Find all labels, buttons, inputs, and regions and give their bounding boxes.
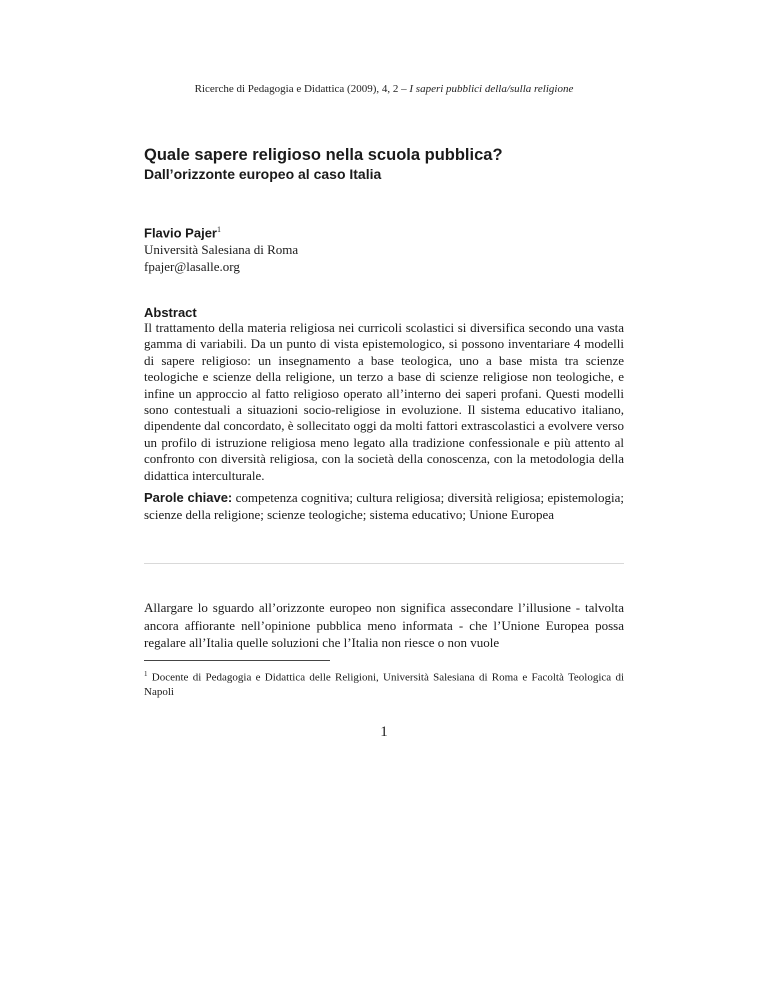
page-number: 1 [380,724,388,740]
running-header-title: Ricerche di Pedagogia e Didattica (2009), 4, 2 – [194,83,410,95]
footnote-divider [144,660,330,661]
keywords [144,490,624,523]
footnote [144,667,624,699]
abstract-text: Il trattamento della materia religiosa nei curricoli scolastici si diversifica secondo una vasta gamma di variabili. Da un punto di vista epistemologico, si possono inventariare 4 modelli di sapere religioso: un insegnamento a base teologica, uno a base mista tra scienze teologiche e scienze della religione, un terzo a base di scienze religiose non teologiche, e infine un approccio al fatto religioso operato all’interno dei saperi profani. Questi modelli sono contestuali a situazioni socio-religiose in evoluzione. Il sistema educativo italiano, dipendente dal concordato, è sollecitato oggi da molti fattori extrascolastici a evolvere verso un profilo di istruzione religiosa meno legato alla tradizione confessionale e più attento al confronto con diversità religiosa, con la società della conoscenza, con la metodologia della didattica interculturale. [144,320,624,483]
running-header [0,83,768,95]
running-header-issue-theme: I saperi pubblici della/sulla religione [409,83,574,95]
keywords-text: competenza cognitiva; cultura religiosa; diversità religiosa; epistemologia; scienze della religione; scienze teologiche; sistema educativo; Unione Europea [144,490,624,522]
article-subtitle: Dall’orizzonte europeo al caso Italia [144,166,382,182]
footnote-mark: 1 [144,670,148,678]
abstract-heading: Abstract [144,305,197,320]
author-email: fpajer@lasalle.org [144,259,240,275]
section-divider [144,563,624,564]
keywords-label: Parole chiave: [144,490,233,505]
author-name: Flavio Pajer [144,225,217,241]
author-affiliation: Università Salesiana di Roma [144,242,299,258]
footnote-text: Docente di Pedagogia e Didattica delle Religioni, Università Salesiana di Roma e Facoltà Teologica di Napoli [144,671,624,698]
author-name-line [144,221,624,241]
body-paragraph: Allargare lo sguardo all’orizzonte europeo non significa assecondare l’illusione - talvolta ancora affiorante nell’opinione pubblica meno informata - che l’Unione Europea possa regalare all’Italia quelle soluzioni che l’Italia non riesce o non vuole [144,600,624,650]
author-footnote-mark: 1 [216,225,221,234]
article-title: Quale sapere religioso nella scuola pubblica? [144,146,503,164]
author-block [144,221,624,275]
